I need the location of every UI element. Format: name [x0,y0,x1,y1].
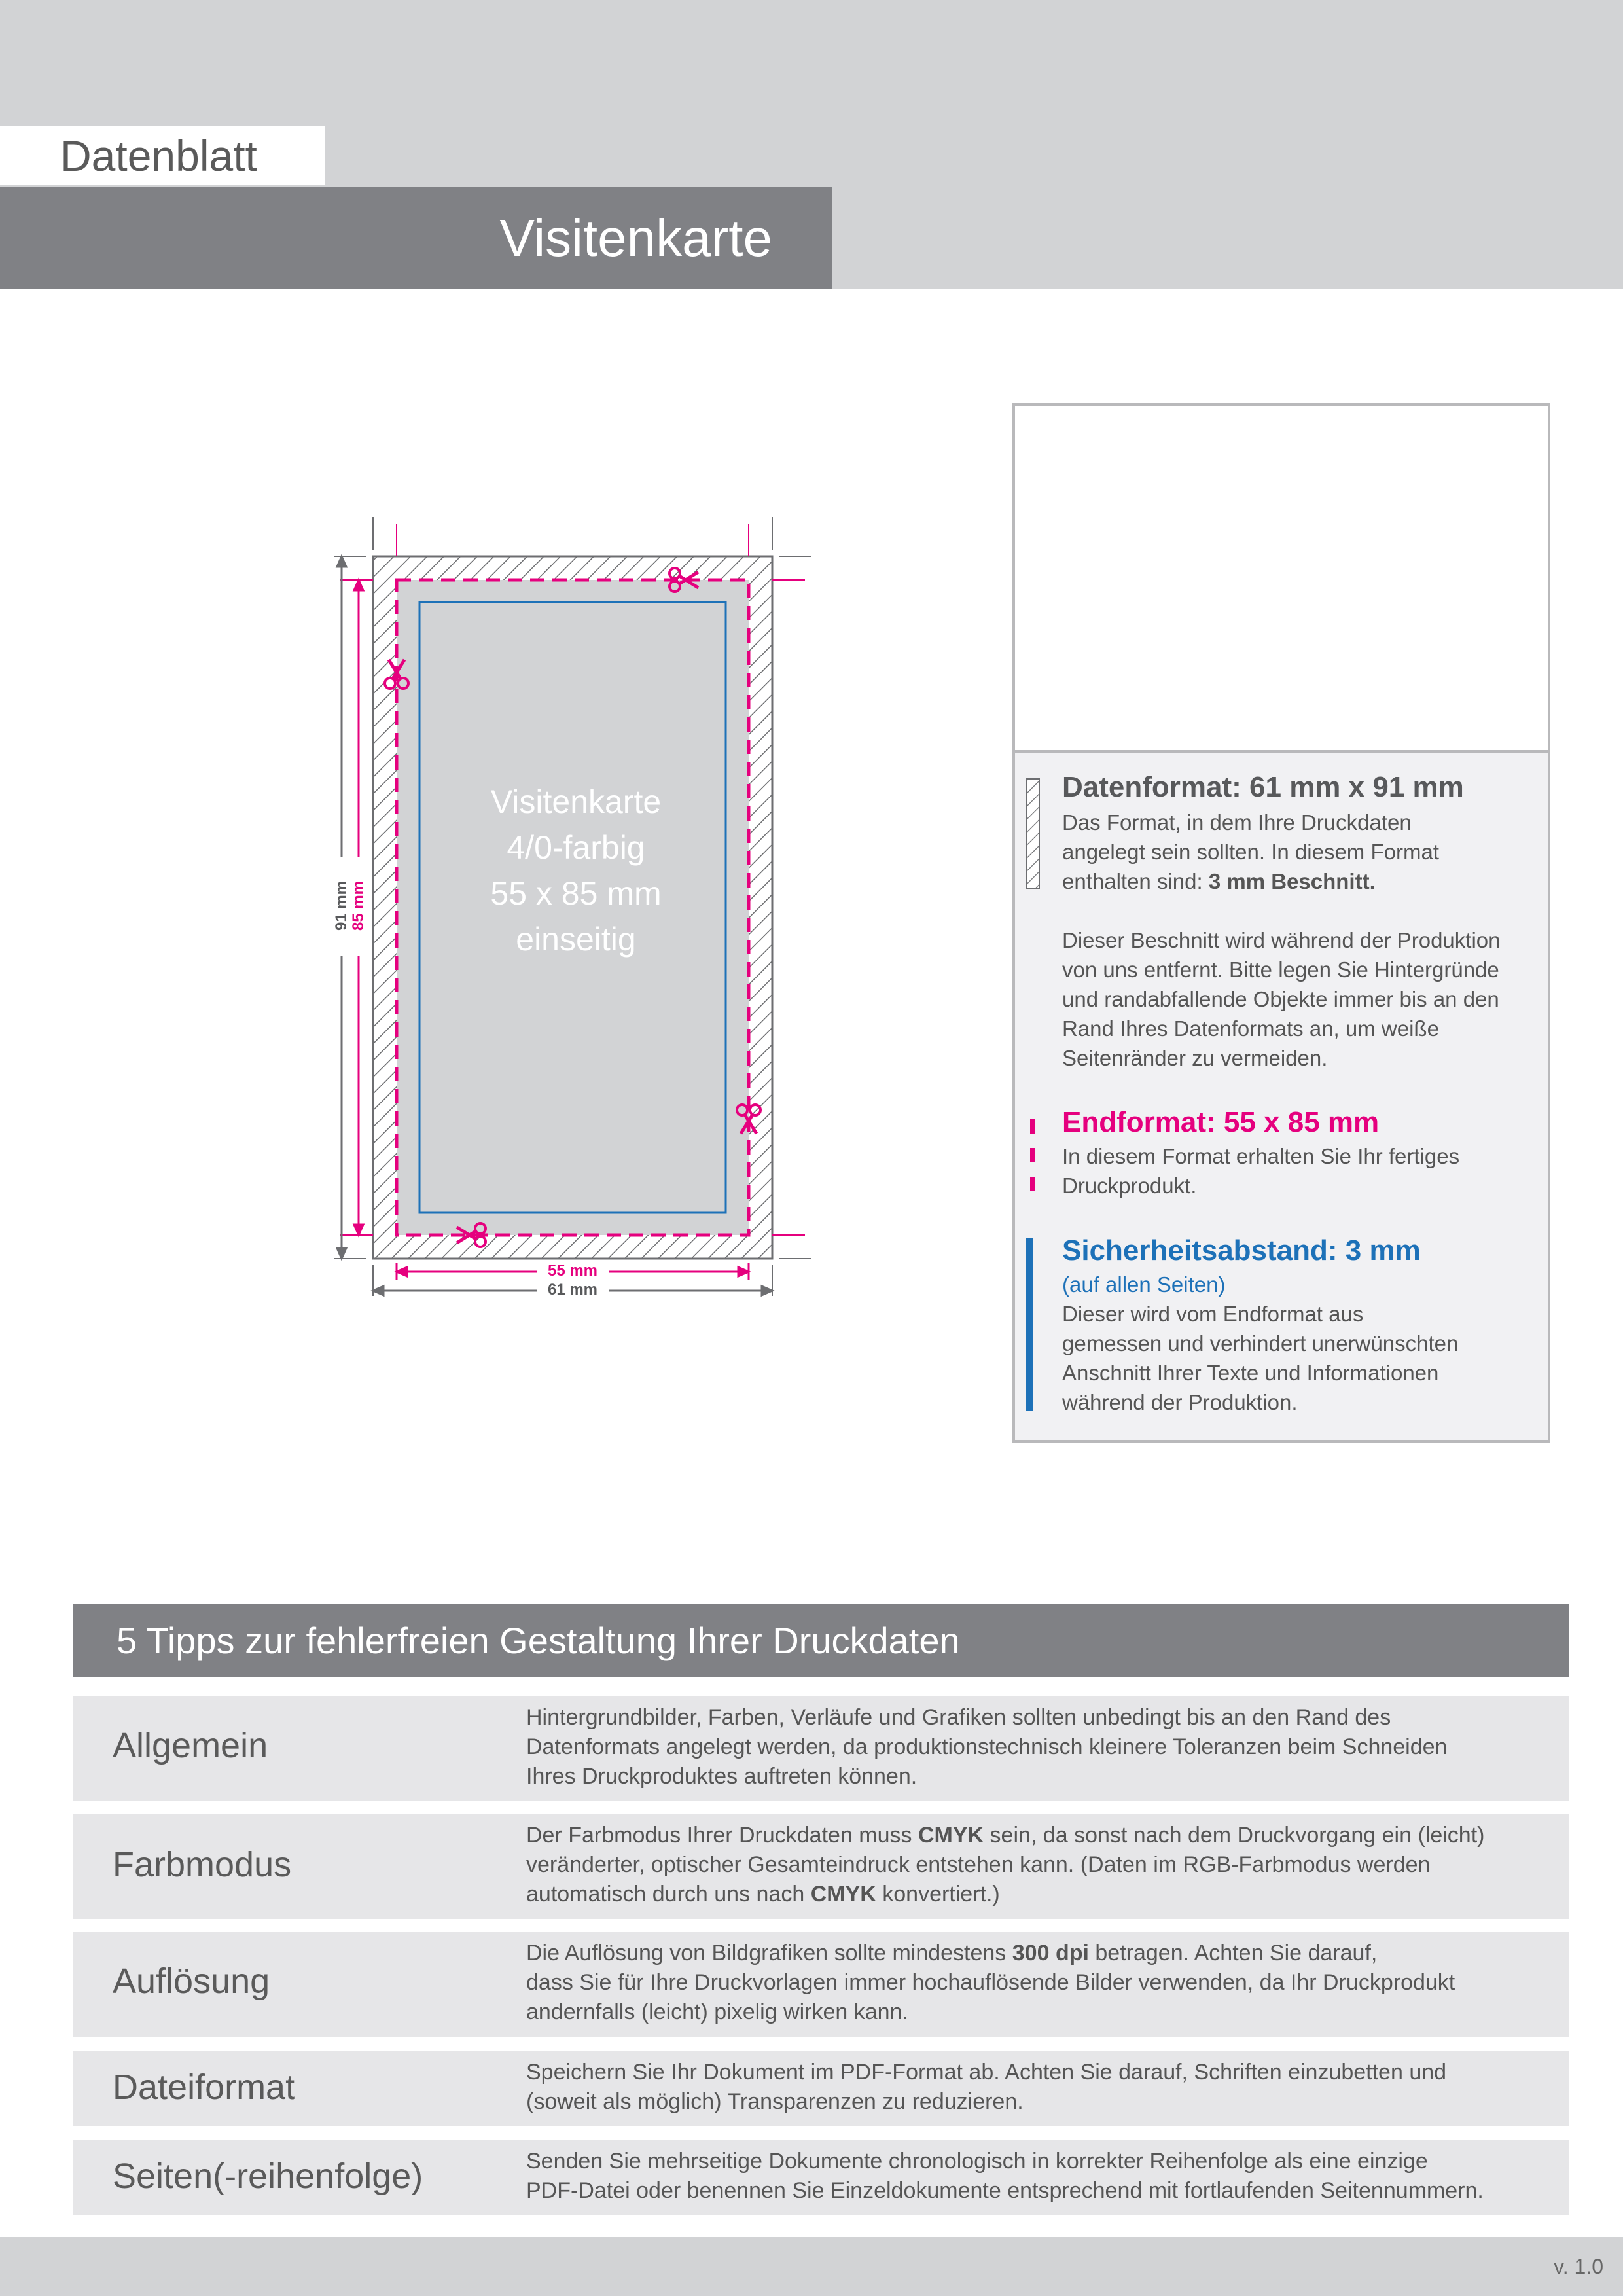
tip-text-allgemein: Hintergrundbilder, Farben, Verläufe und Grafiken sollten unbedingt bis an den Rand des Datenformats angelegt werden, da produktionstechnisch kleinere Toleranzen beim Schneiden Ihres Druckproduktes auftreten können. [526,1705,1448,1789]
datenformat-text: Das Format, in dem Ihre Druckdaten angelegt sein sollten. In diesem Format enthalten sind: 3 mm Beschnitt. [1062,810,1439,893]
endformat-text: In diesem Format erhalten Sie Ihr fertiges Druckprodukt. [1062,1144,1460,1198]
zoom-panel [1015,406,1548,753]
datenformat-heading: Datenformat: 61 mm x 91 mm [1062,771,1464,803]
card-label-line: einseitig [516,921,636,958]
tip-label-dateiformat: Dateiformat [113,2068,296,2107]
tip-label-aufloesung: Auflösung [113,1962,270,2001]
card-label-line: Visitenkarte [490,783,662,820]
doc-type-label: Datenblatt [60,132,257,180]
footer-band [0,2237,1623,2296]
tip-text-aufloesung: Die Auflösung von Bildgrafiken sollte mindestens 300 dpi betragen. Achten Sie darauf, dass Sie für Ihre Druckvorlagen immer hochauflösende Bilder verwenden, da Ihr Druckprodukt andernfalls (leicht) pixelig wirken kann. [526,1941,1455,2024]
bleed-legend-mark [1026,779,1039,889]
tip-label-farbmodus: Farbmodus [113,1845,292,1884]
page-title: Visitenkarte [499,209,772,267]
height-outer-label: 91 mm [332,880,350,931]
sicherheitsabstand-text: Dieser wird vom Endformat aus gemessen und verhindert unerwünschten Anschnitt Ihrer Texte und Informationen während der Produktion. [1062,1302,1459,1414]
height-inner-label: 85 mm [349,880,367,931]
tip-label-seiten: Seiten(-reihenfolge) [113,2157,423,2196]
datenformat-paragraph: Dieser Beschnitt wird während der Produktion von uns entfernt. Bitte legen Sie Hintergründe und randabfallende Objekte immer bis an den Rand Ihres Datenformats an, um weiße Seitenränder zu vermeiden. [1062,928,1501,1070]
tip-text-seiten: Senden Sie mehrseitige Dokumente chronologisch in korrekter Reihenfolge als eine einzige PDF-Datei oder benennen Sie Einzeldokumente entsprechend mit fortlaufenden Seitennummern. [526,2149,1484,2203]
endformat-heading: Endformat: 55 x 85 mm [1062,1106,1380,1138]
tip-text-dateiformat: Speichern Sie Ihr Dokument im PDF-Format ab. Achten Sie darauf, Schriften einzubetten und (soweit als möglich) Transparenzen zu reduzieren. [526,2060,1447,2114]
version-label: v. 1.0 [1554,2255,1603,2278]
safety-legend-mark [1026,1238,1033,1411]
card-label-line: 55 x 85 mm [490,875,662,912]
sicherheitsabstand-subheading: (auf allen Seiten) [1062,1272,1226,1297]
width-inner-label: 55 mm [547,1262,598,1280]
tip-text-farbmodus: Der Farbmodus Ihrer Druckdaten muss CMYK sein, da sonst nach dem Druckvorgang ein (leicht) veränderter, optischer Gesamteindruck entstehen kann. (Daten im RGB-Farbmodus werden automatisch durch uns nach CMYK konvertiert.) [526,1823,1485,1907]
tips-title: 5 Tipps zur fehlerfreien Gestaltung Ihrer Druckdaten [116,1620,960,1661]
width-outer-label: 61 mm [547,1281,598,1299]
sicherheitsabstand-heading: Sicherheitsabstand: 3 mm [1062,1234,1421,1266]
card-label-line: 4/0-farbig [507,829,645,866]
tip-label-allgemein: Allgemein [113,1726,268,1765]
